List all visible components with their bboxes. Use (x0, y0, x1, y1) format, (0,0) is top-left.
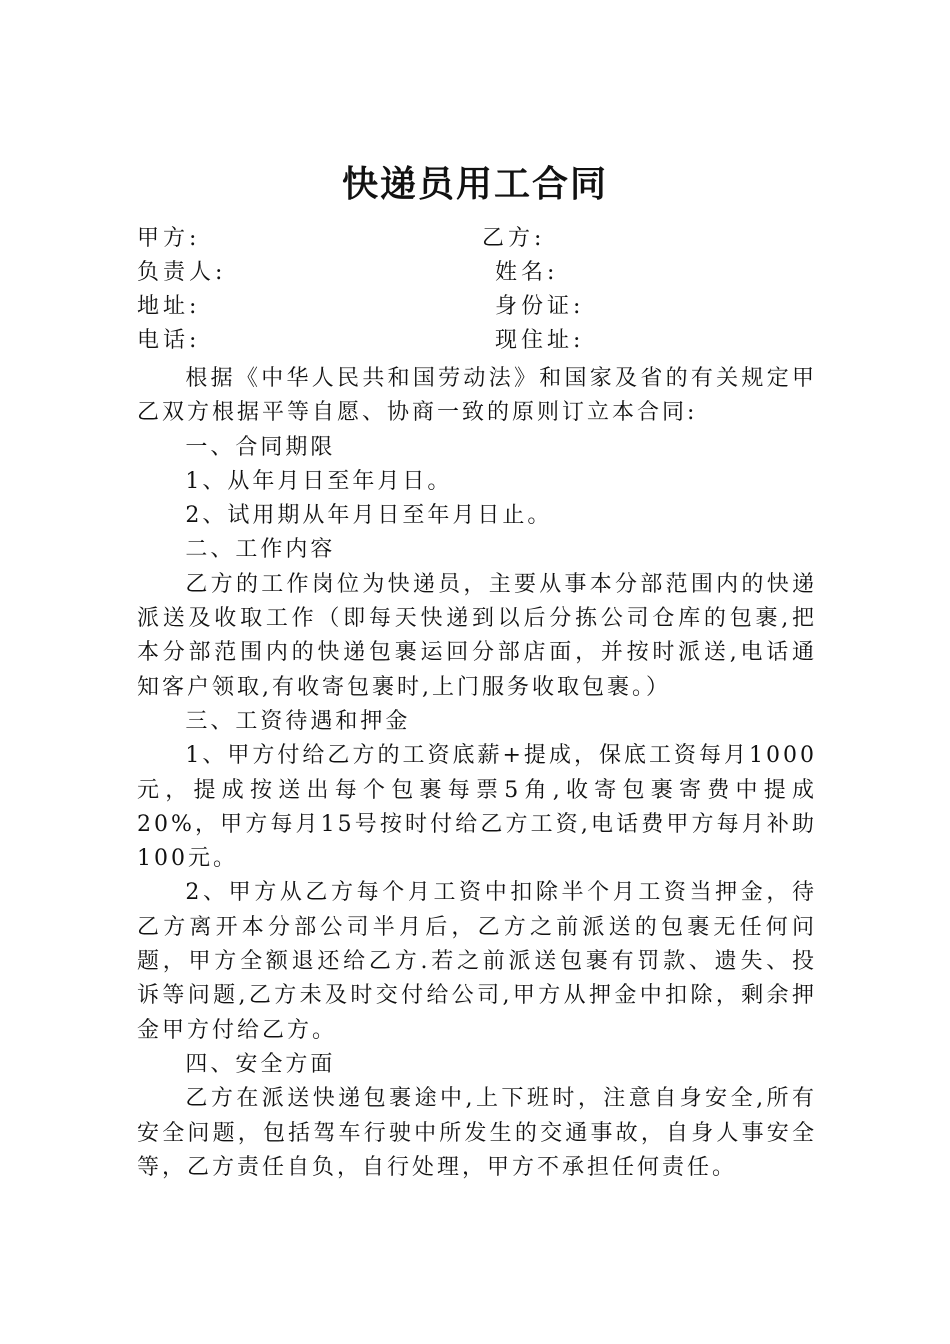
party-b-label: 乙方: (482, 226, 546, 251)
paragraph: 2、甲方从乙方每个月工资中扣除半个月工资当押金，待乙方离开本分部公司半月后，乙方之前派送的包裹无任何问题，甲方全额退还给乙方.若之前派送包裹有罚款、遗失、投诉等问题,乙方未及时交付给公司,甲方从押金中扣除，剩余押金甲方付给乙方。 (137, 880, 817, 1043)
address-label: 地址: (137, 294, 201, 319)
current-address-label: 现住址: (495, 328, 585, 353)
paragraph: 1、甲方付给乙方的工资底薪+提成，保底工资每月1000元，提成按送出每个包裹每票5角,收寄包裹寄费中提成20%，甲方每月15号按时付给乙方工资,电话费甲方每月补助100元。 (137, 743, 817, 872)
paragraph: 根据《中华人民共和国劳动法》和国家及省的有关规定甲乙双方根据平等自愿、协商一致的原则订立本合同: (137, 366, 817, 426)
phone-label: 电话: (137, 328, 201, 353)
name-label: 姓名: (495, 260, 559, 285)
party-info (137, 222, 817, 358)
party-row (137, 256, 817, 290)
party-a-label: 甲方: (137, 226, 201, 251)
paragraph: 乙方的工作岗位为快递员，主要从事本分部范围内的快递派送及收取工作（即每天快递到以后分拣公司仓库的包裹,把本分部范围内的快递包裹运回分部店面，并按时派送,电话通知客户领取,有收寄包裹时,上门服务收取包裹。） (137, 571, 817, 700)
party-row (137, 290, 817, 324)
section-heading: 三、工资待遇和押金 (185, 708, 411, 734)
section-heading: 二、工作内容 (185, 537, 336, 563)
contract-body (137, 362, 817, 1185)
party-row (137, 324, 817, 358)
paragraph: 2、试用期从年月日至年月日止。 (185, 503, 553, 529)
document-title: 快递员用工合同 (341, 163, 608, 205)
responsible-person-label: 负责人: (137, 260, 227, 285)
id-card-label: 身份证: (495, 294, 585, 319)
paragraph: 1、从年月日至年月日。 (185, 468, 453, 494)
paragraph: 乙方在派送快递包裹途中,上下班时，注意自身安全,所有安全问题，包括驾车行驶中所发生的交通事故，自身人事安全等，乙方责任自负，自行处理，甲方不承担任何责任。 (137, 1086, 817, 1180)
section-heading: 四、安全方面 (185, 1051, 336, 1077)
section-heading: 一、合同期限 (185, 434, 336, 460)
party-row (137, 222, 817, 256)
